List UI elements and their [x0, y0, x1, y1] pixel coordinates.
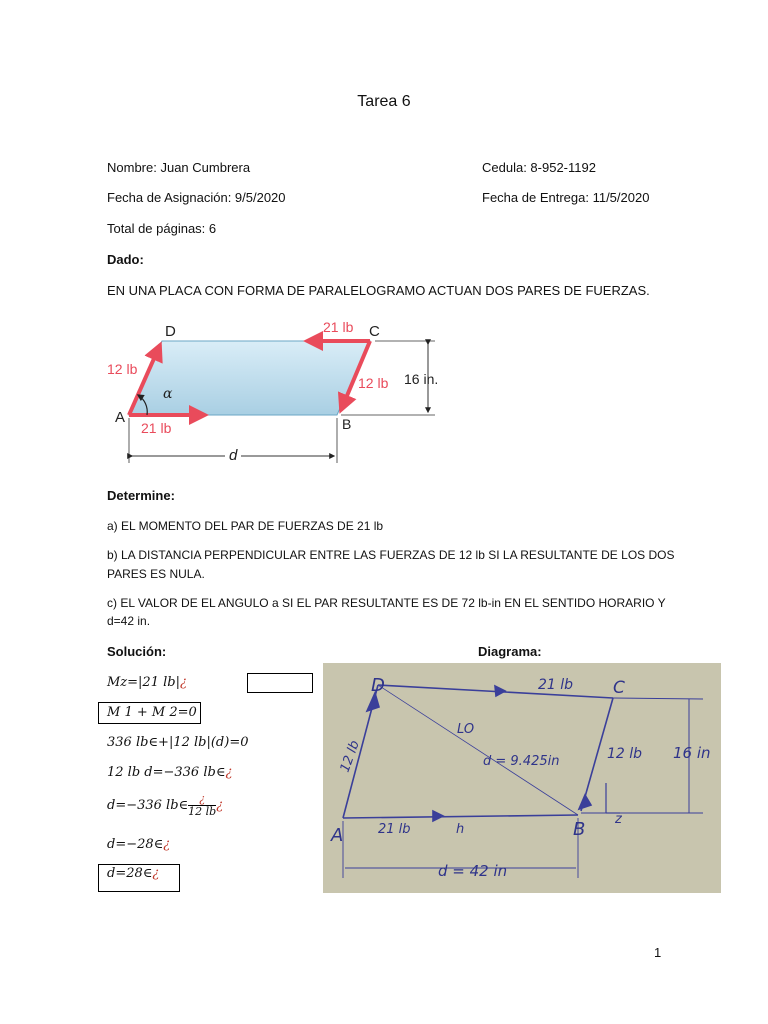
equation-4-main: 12 lb d=−336 lb∈	[107, 765, 226, 780]
force-bottom-label: 21 lb	[141, 420, 172, 436]
force-left-label: 12 lb	[107, 361, 138, 377]
sketch-perpendicular-distance: d = 9.425in	[483, 754, 560, 769]
solution-heading: Solución:	[107, 644, 167, 659]
sketch-vertex-a: A	[331, 825, 344, 846]
student-name: Nombre: Juan Cumbrera	[107, 160, 251, 175]
equation-7	[107, 866, 159, 881]
equation-2: M 1 + M 2=0	[107, 705, 197, 720]
vertex-b: B	[342, 416, 352, 432]
title-word: Tarea	[357, 93, 398, 110]
page-count: Total de páginas: 6	[107, 221, 217, 236]
equation-6-main: d=−28∈	[107, 837, 164, 852]
assignment-date: Fecha de Asignación: 9/5/2020	[107, 190, 286, 205]
equation-6-red: ¿	[163, 837, 171, 852]
equation-7-red: ¿	[152, 866, 160, 881]
parallelogram-figure	[105, 318, 465, 473]
sketch-right-force: 12 lb	[607, 746, 643, 762]
equation-1-main: Mz=|21 lb|	[107, 675, 180, 690]
student-id: Cedula: 8-952-1192	[482, 160, 596, 175]
title-number: 6	[401, 93, 411, 110]
question-c-line1: c) EL VALOR DE EL ANGULO a SI EL PAR RESULTANTE ES DE 72 lb-in EN EL SENTIDO HORARIO Y	[107, 596, 666, 610]
empty-answer-box	[247, 673, 313, 693]
sketch-distance-label: d = 42 in	[438, 862, 508, 880]
sketch-vertex-b: B	[573, 819, 586, 840]
sketch-height: 16 in	[673, 744, 711, 762]
equation-5-main: d=−336 lb∈	[107, 798, 189, 813]
equation-5-red: ¿	[216, 798, 224, 813]
question-c-line2: d=42 in.	[107, 614, 151, 628]
equation-5	[107, 793, 223, 818]
equation-5-fraction	[188, 793, 216, 818]
equation-4	[107, 765, 232, 780]
vertex-d: D	[165, 323, 176, 340]
given-heading: Dado:	[107, 252, 144, 267]
page-title	[0, 93, 768, 111]
equation-1	[107, 675, 187, 690]
equation-7-main: d=28∈	[107, 866, 153, 881]
question-b-line2: PARES ES NULA.	[107, 567, 205, 581]
force-top-label: 21 lb	[323, 319, 354, 335]
due-date: Fecha de Entrega: 11/5/2020	[482, 190, 650, 205]
sketch-diagonal-label: LO	[457, 722, 475, 737]
question-b-line1: b) LA DISTANCIA PERPENDICULAR ENTRE LAS FUERZAS DE 12 lb SI LA RESULTANTE DE LOS DOS	[107, 548, 675, 562]
height-label: 16 in.	[404, 371, 439, 387]
sketch-h-label: h	[456, 822, 465, 837]
question-a: a) EL MOMENTO DEL PAR DE FUERZAS DE 21 lb	[107, 519, 384, 533]
sketch-vertex-d: D	[371, 675, 385, 696]
given-statement: EN UNA PLACA CON FORMA DE PARALELOGRAMO ACTUAN DOS PARES DE FUERZAS.	[107, 283, 650, 298]
sketch-bottom-force: 21 lb	[378, 822, 411, 837]
equation-3: 336 lb∈+|12 lb|(d)=0	[107, 735, 249, 750]
sketch-top-force: 21 lb	[538, 677, 574, 693]
vertex-c: C	[369, 323, 380, 340]
equation-5-denominator: 12 lb	[188, 805, 217, 818]
distance-label: d	[229, 447, 238, 464]
determine-heading: Determine:	[107, 488, 175, 503]
sketch-left-force: 12 lb	[337, 738, 363, 775]
angle-label: α	[163, 386, 173, 402]
vertex-a: A	[115, 409, 126, 426]
equation-4-red: ¿	[225, 765, 233, 780]
equation-6	[107, 837, 170, 852]
equation-1-red: ¿	[179, 675, 187, 690]
sketch-vertex-c: C	[613, 678, 625, 698]
page-number: 1	[654, 945, 662, 960]
hand-sketch-photo	[323, 663, 721, 893]
sketch-z-label: z	[615, 812, 622, 827]
equation-5-numerator: ¿	[188, 793, 216, 806]
force-right-label: 12 lb	[358, 375, 389, 391]
diagram-heading: Diagrama:	[478, 644, 542, 659]
